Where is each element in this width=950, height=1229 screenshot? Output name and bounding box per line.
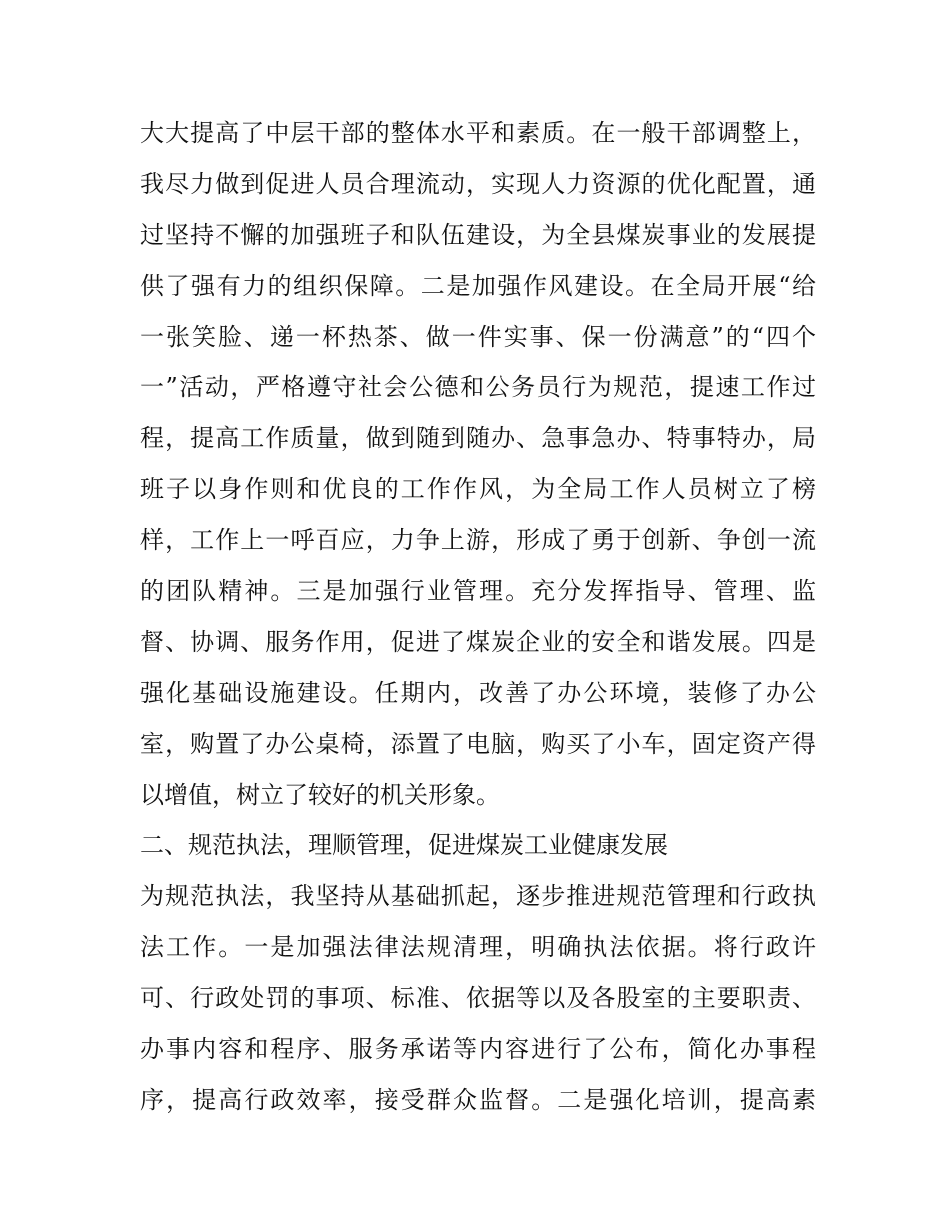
- paragraph-line: 样，工作上一呼百应，力争上游，形成了勇于创新、争创一流: [140, 526, 816, 555]
- paragraph-line: 一张笑脸、递一杯热茶、做一件实事、保一份满意”的“四个: [140, 322, 816, 351]
- paragraph-line: 为规范执法，我坚持从基础抓起，逐步推进规范管理和行政执: [140, 882, 816, 911]
- paragraph-line: 室，购置了办公桌椅，添置了电脑，购买了小车，固定资产得: [140, 729, 816, 758]
- paragraph-line: 大大提高了中层干部的整体水平和素质。在一般干部调整上，: [140, 119, 816, 147]
- paragraph-line: 强化基础设施建设。任期内，改善了办公环境，装修了办公: [140, 678, 816, 707]
- document-body: [140, 108, 816, 1126]
- paragraph-line: 的团队精神。三是加强行业管理。充分发挥指导、管理、监: [140, 577, 816, 606]
- paragraph-line: 供了强有力的组织保障。二是加强作风建设。在全局开展“给: [140, 271, 816, 300]
- paragraph-line: 可、行政处罚的事项、标准、依据等以及各股室的主要职责、: [140, 984, 816, 1013]
- paragraph-line: 班子以身作则和优良的工作作风，为全局工作人员树立了榜: [140, 475, 816, 504]
- paragraph-line: 以增值，树立了较好的机关形象。: [140, 780, 500, 809]
- paragraph-line: 法工作。一是加强法律法规清理，明确执法依据。将行政许: [140, 933, 816, 962]
- paragraph-line: 程，提高工作质量，做到随到随办、急事急办、特事特办，局: [140, 424, 816, 453]
- paragraph-line: 我尽力做到促进人员合理流动，实现人力资源的优化配置，通: [140, 169, 816, 198]
- paragraph-line: 序，提高行政效率，接受群众监督。二是强化培训，提高素: [140, 1085, 816, 1114]
- paragraph-line: 办事内容和程序、服务承诺等内容进行了公布，简化办事程: [140, 1035, 816, 1064]
- paragraph-line: 一”活动，严格遵守社会公德和公务员行为规范，提速工作过: [140, 373, 816, 402]
- paragraph-line: 督、协调、服务作用，促进了煤炭企业的安全和谐发展。四是: [140, 627, 816, 656]
- section-heading: 二、规范执法，理顺管理，促进煤炭工业健康发展: [140, 831, 668, 860]
- paragraph-line: 过坚持不懈的加强班子和队伍建设，为全县煤炭事业的发展提: [140, 220, 816, 249]
